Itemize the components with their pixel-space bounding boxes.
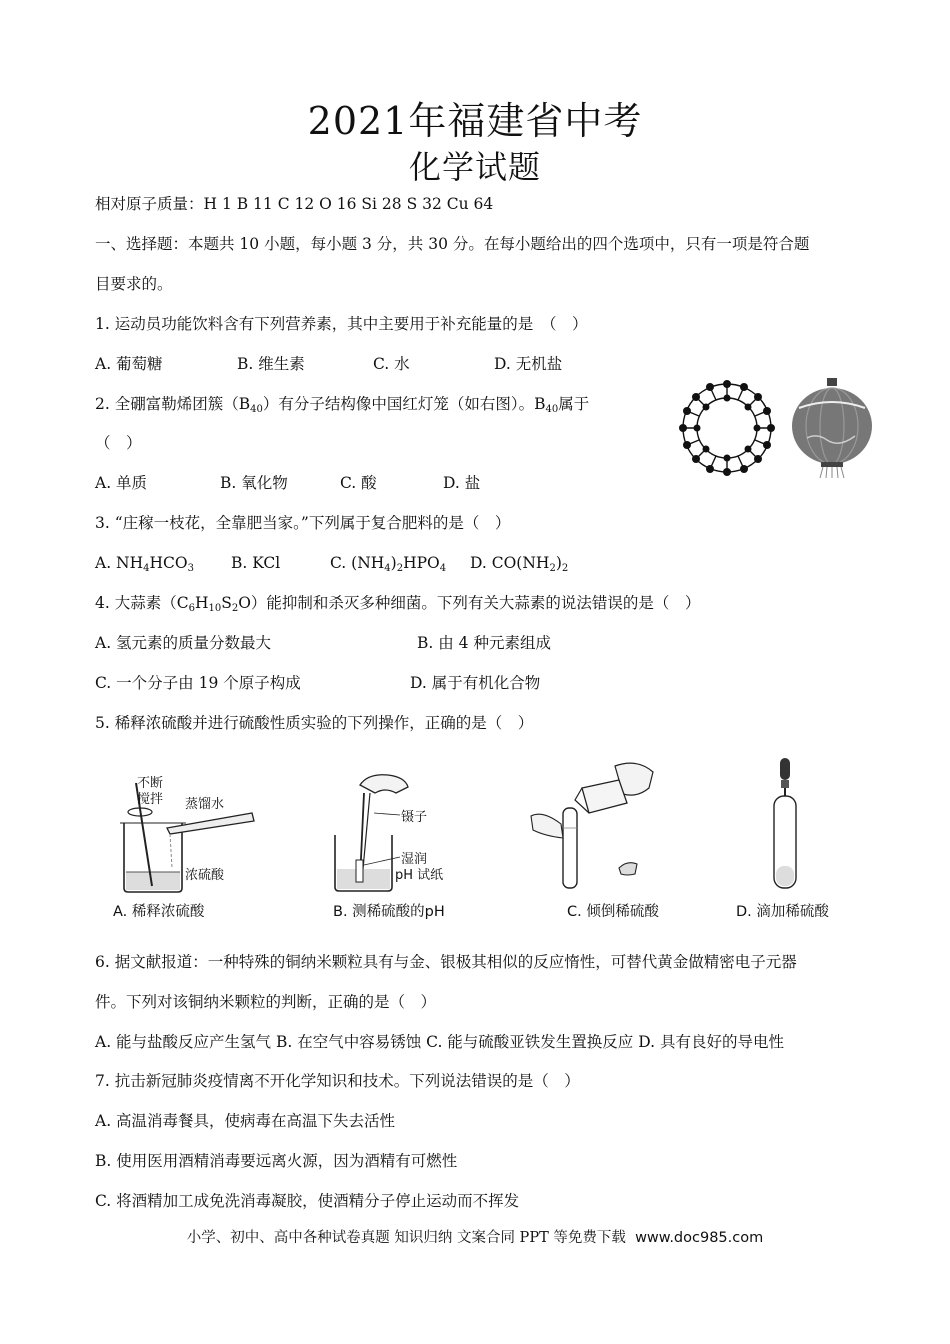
q4-option-d: D. 属于有机化合物	[410, 674, 541, 692]
q5a-label-acid: 浓硫酸	[185, 868, 225, 883]
q5a-label-stir-1: 不断	[137, 776, 164, 791]
q6-options: A. 能与盐酸反应产生氢气 B. 在空气中容易锈蚀 C. 能与硫酸亚铁发生置换反应 D. 具有良好的导电性	[95, 1033, 784, 1051]
q1-option-b: B. 维生素	[237, 355, 305, 373]
q2-stem: 2. 全硼富勒烯团簇$(B_{40})$有分子结构像中国红灯笼（如右图）。$B_{40}$属于	[95, 395, 590, 415]
q3-option-c: C. $(NH_4)_2HPO_4$	[330, 554, 447, 574]
q7-option-a: A. 高温消毒餐具，使病毒在高温下失去活性	[95, 1112, 396, 1130]
b40-molecule-figure	[672, 378, 782, 478]
q5b-label-tweezer: 镊子	[401, 810, 428, 825]
q2-option-a: A. 单质	[95, 474, 148, 492]
q1-stem: 1. 运动员功能饮料含有下列营养素，其中主要用于补充能量的是 （ ）	[95, 315, 588, 333]
q7-option-b: B. 使用医用酒精消毒要远离火源，因为酒精有可燃性	[95, 1152, 458, 1170]
q1-option-c: C. 水	[373, 355, 410, 373]
q5a-label-water: 蒸馏水	[185, 797, 225, 812]
page-footer	[0, 1226, 950, 1247]
q2-option-c: C. 酸	[340, 474, 377, 492]
q1-option-a: A. 葡萄糖	[95, 355, 163, 373]
q5d-caption: D. 滴加稀硫酸	[736, 904, 829, 920]
q5-figure-c-pouring	[527, 758, 667, 893]
q1-option-d: D. 无机盐	[494, 355, 563, 373]
q5a-caption: A. 稀释浓硫酸	[113, 904, 205, 920]
q4-option-b: B. 由 4 种元素组成	[417, 634, 551, 652]
section-instruction-1: 一、选择题：本题共 10 小题，每小题 3 分，共 30 分。在每小题给出的四个选项中，只有一项是符合题	[95, 235, 810, 253]
q4-option-c: C. 一个分子由 19 个原子构成	[95, 674, 301, 692]
q7-stem: 7. 抗击新冠肺炎疫情离不开化学知识和技术。下列说法错误的是（ ）	[95, 1072, 580, 1090]
q5-figure-d-dropper	[766, 758, 806, 893]
q7-option-c: C. 将酒精加工成免洗消毒凝胶，使酒精分子停止运动而不挥发	[95, 1192, 520, 1210]
q4-option-a: A. 氢元素的质量分数最大	[95, 634, 272, 652]
q5b-caption: B. 测稀硫酸的pH	[333, 904, 445, 920]
q3-option-d: D. $CO(NH_2)_2$	[470, 554, 569, 574]
section-instruction-2: 目要求的。	[95, 275, 173, 293]
red-lantern-figure	[787, 378, 877, 478]
q5-stem: 5. 稀释浓硫酸并进行硫酸性质实验的下列操作，正确的是（ ）	[95, 714, 534, 732]
exam-title: 2021年福建省中考	[307, 99, 643, 143]
footer-text: 小学、初中、高中各种试卷真题 知识归纳 文案合同 PPT 等免费下载	[186, 1230, 626, 1246]
exam-subtitle: 化学试题	[408, 148, 541, 186]
q2-option-d: D. 盐	[443, 474, 481, 492]
q3-option-b: B. KCl	[231, 554, 281, 572]
q3-stem: 3. “庄稼一枝花，全靠肥当家。”下列属于复合肥料的是（ ）	[95, 514, 511, 532]
q2-option-b: B. 氧化物	[220, 474, 288, 492]
q6-stem-line-2: 件。下列对该铜纳米颗粒的判断，正确的是（ ）	[95, 993, 437, 1011]
q4-stem: 4. 大蒜素$(C_6H_{10}S_2O)$能抑制和杀灭多种细菌。下列有关大蒜素的说法错误的是（ ）	[95, 594, 701, 614]
footer-link[interactable]: www.doc985.com	[635, 1230, 764, 1246]
q5b-label-ph-paper: pH 试纸	[395, 868, 444, 883]
q5c-caption: C. 倾倒稀硫酸	[567, 904, 659, 920]
q2-answer-paren: （ ）	[95, 434, 142, 452]
atomic-mass-line: 相对原子质量：H 1 B 11 C 12 O 16 Si 28 S 32 Cu 64	[95, 195, 494, 213]
q5b-label-wet: 湿润	[401, 852, 428, 867]
q6-stem-line-1: 6. 据文献报道：一种特殊的铜纳米颗粒具有与金、银极其相似的反应惰性，可替代黄金做精密电子元器	[95, 953, 797, 971]
q5a-label-stir-2: 搅拌	[137, 792, 164, 807]
q3-option-a: A. $NH_4HCO_3$	[95, 554, 194, 574]
